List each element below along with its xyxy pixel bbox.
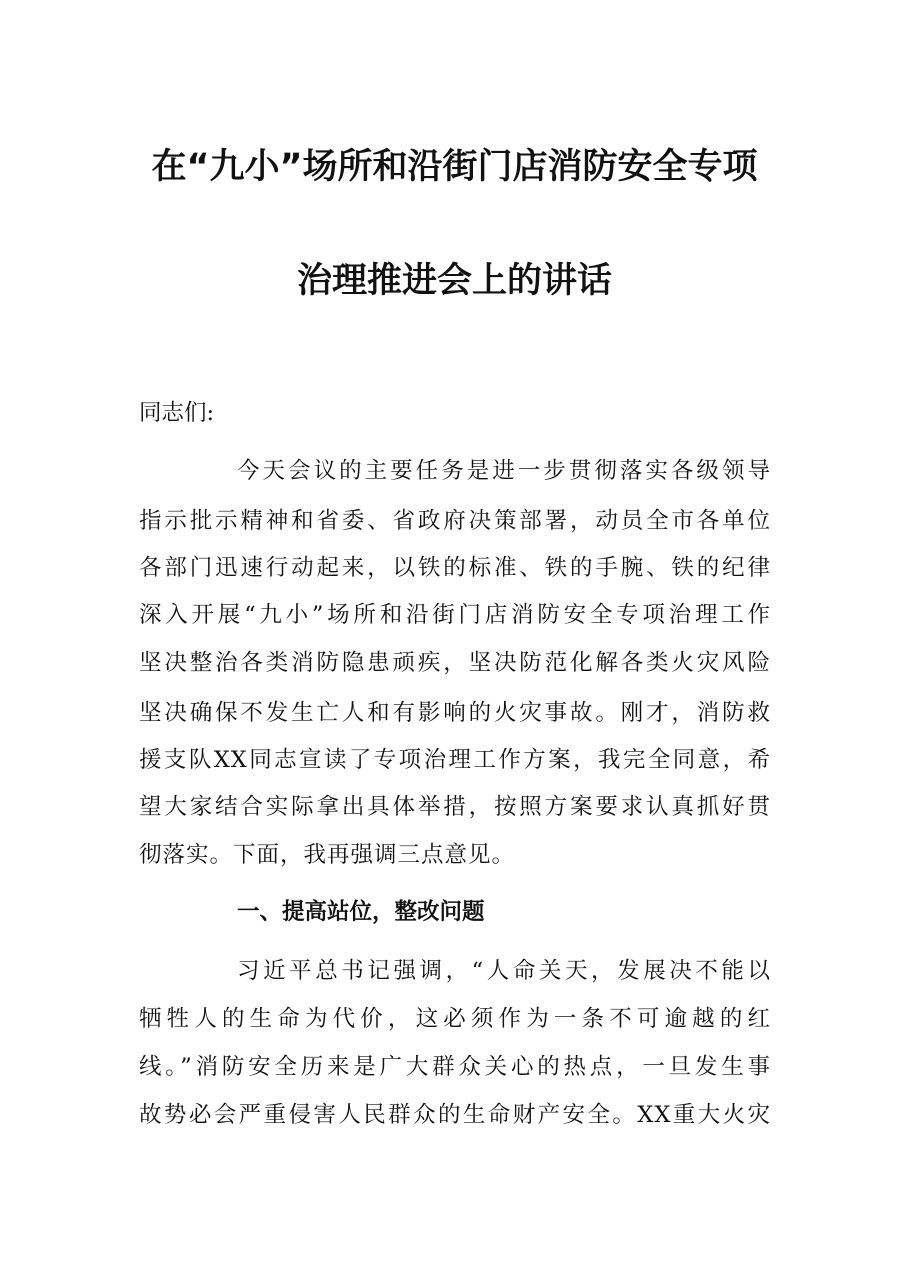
paragraph-1-line: 坚决整治各类消防隐患顽疾，坚决防范化解各类火灾风险	[139, 650, 771, 676]
paragraph-1-line: 今天会议的主要任务是进一步贯彻落实各级领导	[237, 458, 771, 484]
paragraph-2-line: 故势必会严重侵害人民群众的生命财产安全。XX重大火灾	[139, 1102, 771, 1128]
paragraph-1-line: 援支队XX同志宣读了专项治理工作方案，我完全同意，希	[139, 747, 771, 773]
document-title-line-2: 治理推进会上的讲话	[296, 261, 612, 301]
section-1-heading: 一、提高站位，整改问题	[237, 899, 485, 925]
paragraph-1-line: 各部门迅速行动起来，以铁的标准、铁的手腕、铁的纪律	[139, 555, 771, 581]
document-title-line-1: 在“九小”场所和沿街门店消防安全专项	[151, 147, 758, 187]
salutation: 同志们:	[139, 400, 215, 426]
paragraph-1-line: 望大家结合实际拿出具体举措，按照方案要求认真抓好贯	[139, 794, 771, 820]
paragraph-1-line: 彻落实。下面，我再强调三点意见。	[139, 842, 516, 868]
paragraph-1-line: 坚决确保不发生亡人和有影响的火灾事故。刚才，消防救	[139, 700, 771, 726]
paragraph-2-line: 线。”消防安全历来是广大群众关心的热点，一旦发生事	[139, 1054, 771, 1080]
paragraph-2-line: 牺牲人的生命为代价，这必须作为一条不可逾越的红	[139, 1006, 771, 1032]
paragraph-1-line: 指示批示精神和省委、省政府决策部署，动员全市各单位	[139, 508, 771, 534]
paragraph-2-line: 习近平总书记强调，“人命关天，发展决不能以	[237, 958, 771, 984]
paragraph-1-line: 深入开展“九小”场所和沿街门店消防安全专项治理工作	[139, 602, 771, 628]
